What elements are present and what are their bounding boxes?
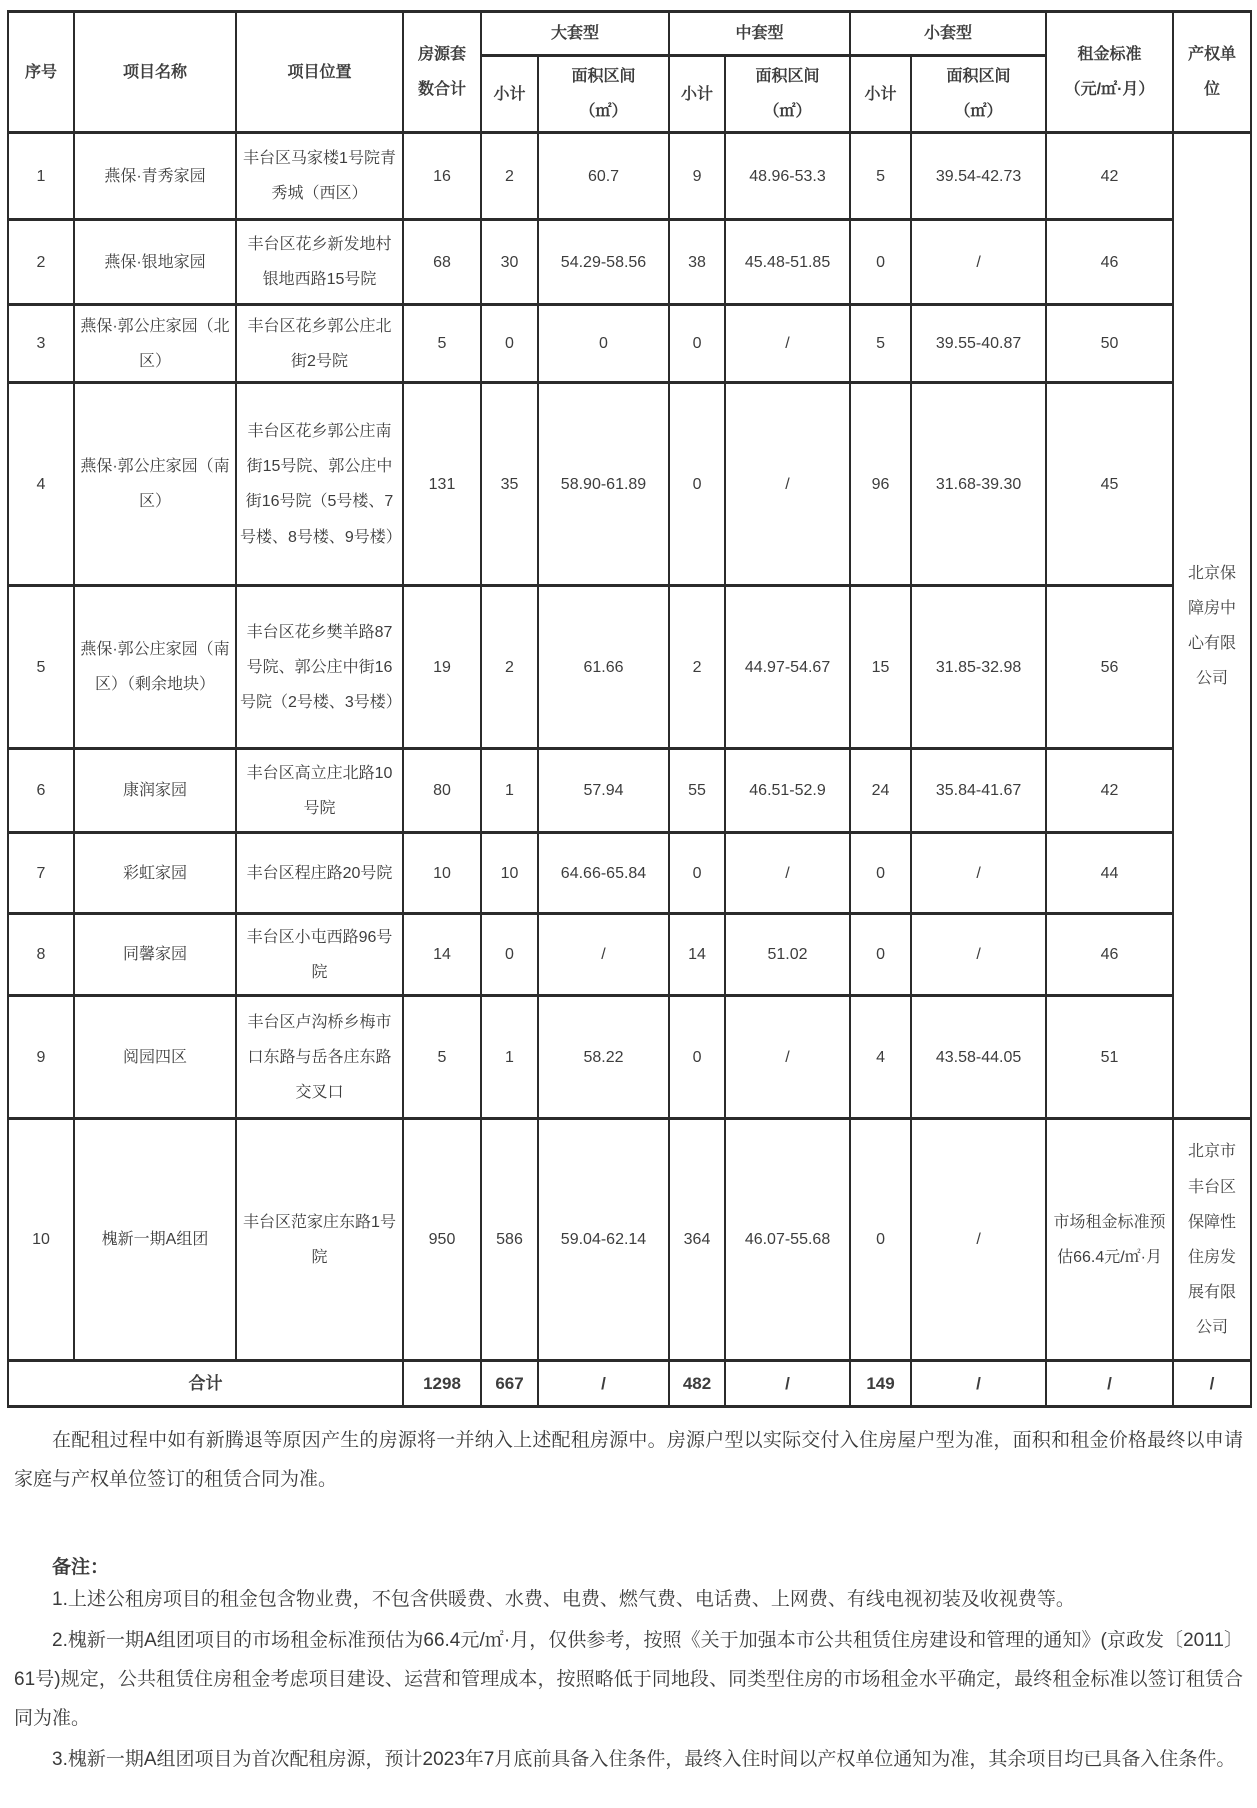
table-row-1 — [8, 133, 1251, 220]
total-units: 14 — [403, 914, 481, 996]
col-header-large-type: 大套型 — [481, 12, 669, 56]
area-header-unit: （㎡） — [579, 103, 628, 121]
col-header-small-area — [911, 56, 1046, 133]
project-location: 丰台区高立庄北路10号院 — [236, 749, 403, 833]
table-row-8 — [8, 914, 1251, 996]
total-medium-subtotal: 482 — [669, 1361, 725, 1407]
small-area-range: 39.55-40.87 — [911, 305, 1046, 383]
total-row — [8, 1361, 1251, 1407]
note-item-3: 3.槐新一期A组团项目为首次配租房源，预计2023年7月底前具备入住条件，最终入住时间以产权单位通知为准，其余项目均已具备入住条件。 — [52, 1749, 1236, 1770]
col-header-no: 序号 — [8, 12, 74, 133]
rent-standard: 45 — [1046, 383, 1173, 586]
large-area-range: 58.90-61.89 — [538, 383, 669, 586]
project-name: 燕保·郭公庄家园（南区）（剩余地块） — [74, 586, 236, 749]
total-large-subtotal: 667 — [481, 1361, 538, 1407]
large-area-range: 58.22 — [538, 996, 669, 1119]
medium-subtotal: 55 — [669, 749, 725, 833]
large-area-range: 54.29-58.56 — [538, 220, 669, 305]
rent-standard: 44 — [1046, 833, 1173, 914]
rent-standard: 42 — [1046, 749, 1173, 833]
rent-standard: 46 — [1046, 914, 1173, 996]
project-location: 丰台区花乡新发地村银地西路15号院 — [236, 220, 403, 305]
small-subtotal: 5 — [850, 305, 911, 383]
total-units: 16 — [403, 133, 481, 220]
medium-subtotal: 2 — [669, 586, 725, 749]
col-header-large-subtotal: 小计 — [481, 56, 538, 133]
area-header-label: 面积区间 — [571, 68, 636, 85]
row-no: 4 — [8, 383, 74, 586]
rent-standard: 51 — [1046, 996, 1173, 1119]
project-location: 丰台区卢沟桥乡梅市口东路与岳各庄东路交叉口 — [236, 996, 403, 1119]
total-units: 80 — [403, 749, 481, 833]
medium-area-range: / — [725, 833, 850, 914]
table-row-2 — [8, 220, 1251, 305]
medium-subtotal: 0 — [669, 383, 725, 586]
row-no: 7 — [8, 833, 74, 914]
total-units: 950 — [403, 1119, 481, 1361]
small-area-range: 35.84-41.67 — [911, 749, 1046, 833]
col-header-small-type: 小套型 — [850, 12, 1046, 56]
medium-area-range: 46.51-52.9 — [725, 749, 850, 833]
small-area-range: / — [911, 1119, 1046, 1361]
small-subtotal: 15 — [850, 586, 911, 749]
small-subtotal: 0 — [850, 914, 911, 996]
large-subtotal: 10 — [481, 833, 538, 914]
total-units: 5 — [403, 996, 481, 1119]
project-name: 燕保·郭公庄家园（南区） — [74, 383, 236, 586]
large-area-range: 57.94 — [538, 749, 669, 833]
small-subtotal: 96 — [850, 383, 911, 586]
project-name: 同馨家园 — [74, 914, 236, 996]
col-header-medium-area — [725, 56, 850, 133]
large-subtotal: 30 — [481, 220, 538, 305]
rent-standard: 56 — [1046, 586, 1173, 749]
medium-area-range: 44.97-54.67 — [725, 586, 850, 749]
total-small-subtotal: 149 — [850, 1361, 911, 1407]
project-location: 丰台区程庄路20号院 — [236, 833, 403, 914]
project-name: 槐新一期A组团 — [74, 1119, 236, 1361]
small-subtotal: 0 — [850, 1119, 911, 1361]
small-subtotal: 0 — [850, 833, 911, 914]
rent-standard: 42 — [1046, 133, 1173, 220]
total-large-area: / — [538, 1361, 669, 1407]
table-row-9 — [8, 996, 1251, 1119]
project-name: 燕保·郭公庄家园（北区） — [74, 305, 236, 383]
table-row-7 — [8, 833, 1251, 914]
col-header-large-area — [538, 56, 669, 133]
small-area-range: 39.54-42.73 — [911, 133, 1046, 220]
small-area-range: 43.58-44.05 — [911, 996, 1046, 1119]
large-subtotal: 2 — [481, 133, 538, 220]
medium-area-range: 48.96-53.3 — [725, 133, 850, 220]
note-item-2: 2.槐新一期A组团项目的市场租金标准预估为66.4元/㎡·月，仅供参考，按照《关于加强本市公共租赁住房建设和管理的通知》(京政发〔2011〕61号)规定，公共租赁住房租金考虑项目建设、运营和管理成本，按照略低于同地段、同类型住房的市场租金水平确定，最终租金标准以签订租赁合同为准。 — [14, 1630, 1243, 1730]
total-label: 合计 — [8, 1361, 403, 1407]
row-no: 10 — [8, 1119, 74, 1361]
total-units: 10 — [403, 833, 481, 914]
table-row-4 — [8, 383, 1251, 586]
col-header-name: 项目名称 — [74, 12, 236, 133]
small-area-range: / — [911, 833, 1046, 914]
total-units: 5 — [403, 305, 481, 383]
small-area-range: 31.68-39.30 — [911, 383, 1046, 586]
small-subtotal: 5 — [850, 133, 911, 220]
table-row-3 — [8, 305, 1251, 383]
medium-subtotal: 0 — [669, 996, 725, 1119]
project-location: 丰台区马家楼1号院青秀城（西区） — [236, 133, 403, 220]
project-location: 丰台区小屯西路96号院 — [236, 914, 403, 996]
project-name: 燕保·青秀家园 — [74, 133, 236, 220]
large-subtotal: 1 — [481, 749, 538, 833]
col-header-medium-subtotal: 小计 — [669, 56, 725, 133]
col-header-location: 项目位置 — [236, 12, 403, 133]
large-subtotal: 0 — [481, 305, 538, 383]
medium-subtotal: 14 — [669, 914, 725, 996]
row-no: 9 — [8, 996, 74, 1119]
large-area-range: 61.66 — [538, 586, 669, 749]
row-no: 8 — [8, 914, 74, 996]
notes-title: 备注： — [52, 1557, 110, 1579]
table-row-6 — [8, 749, 1251, 833]
large-subtotal: 586 — [481, 1119, 538, 1361]
total-rent: / — [1046, 1361, 1173, 1407]
total-small-area: / — [911, 1361, 1046, 1407]
small-area-range: / — [911, 914, 1046, 996]
project-name: 彩虹家园 — [74, 833, 236, 914]
owner-unit: 北京市丰台区保障性住房发展有限公司 — [1173, 1119, 1251, 1361]
table-row-5 — [8, 586, 1251, 749]
project-location: 丰台区范家庄东路1号院 — [236, 1119, 403, 1361]
row-no: 2 — [8, 220, 74, 305]
medium-area-range: 45.48-51.85 — [725, 220, 850, 305]
row-no: 3 — [8, 305, 74, 383]
col-header-rent — [1046, 12, 1173, 133]
row-no: 6 — [8, 749, 74, 833]
medium-subtotal: 364 — [669, 1119, 725, 1361]
area-header-label: 面积区间 — [755, 68, 820, 85]
rent-header-unit: （元/㎡·月） — [1064, 81, 1155, 99]
small-subtotal: 4 — [850, 996, 911, 1119]
large-area-range: / — [538, 914, 669, 996]
medium-area-range: / — [725, 383, 850, 586]
large-subtotal: 0 — [481, 914, 538, 996]
large-area-range: 0 — [538, 305, 669, 383]
rent-header-label: 租金标准 — [1077, 46, 1142, 63]
medium-area-range: / — [725, 305, 850, 383]
small-subtotal: 24 — [850, 749, 911, 833]
medium-subtotal: 38 — [669, 220, 725, 305]
note-item-1: 1.上述公租房项目的租金包含物业费，不包含供暖费、水费、电费、燃气费、电话费、上网费、有线电视初装及收视费等。 — [52, 1589, 1075, 1611]
area-header-unit: （㎡） — [954, 103, 1003, 121]
table-row-10 — [8, 1119, 1251, 1361]
project-location: 丰台区花乡郭公庄南街15号院、郭公庄中街16号院（5号楼、7号楼、8号楼、9号楼） — [236, 383, 403, 586]
area-header-label: 面积区间 — [946, 68, 1011, 85]
medium-area-range: 51.02 — [725, 914, 850, 996]
header-row-1 — [8, 12, 1251, 56]
small-area-range: 31.85-32.98 — [911, 586, 1046, 749]
project-name: 燕保·银地家园 — [74, 220, 236, 305]
total-owner: / — [1173, 1361, 1251, 1407]
project-name: 康润家园 — [74, 749, 236, 833]
medium-area-range: 46.07-55.68 — [725, 1119, 850, 1361]
allocation-paragraph: 在配租过程中如有新腾退等原因产生的房源将一并纳入上述配租房源中。房源户型以实际交付入住房屋户型为准，面积和租金价格最终以申请家庭与产权单位签订的租赁合同为准。 — [14, 1430, 1243, 1491]
large-subtotal: 1 — [481, 996, 538, 1119]
col-header-total: 房源套数合计 — [403, 12, 481, 133]
rent-standard: 46 — [1046, 220, 1173, 305]
row-no: 5 — [8, 586, 74, 749]
col-header-small-subtotal: 小计 — [850, 56, 911, 133]
large-subtotal: 35 — [481, 383, 538, 586]
project-location: 丰台区花乡樊羊路87号院、郭公庄中街16号院（2号楼、3号楼） — [236, 586, 403, 749]
area-header-unit: （㎡） — [763, 103, 812, 121]
medium-subtotal: 0 — [669, 833, 725, 914]
total-units: 19 — [403, 586, 481, 749]
rent-standard: 市场租金标准预估66.4元/㎡·月 — [1046, 1119, 1173, 1361]
housing-allocation-table — [7, 10, 1252, 1408]
small-area-range: / — [911, 220, 1046, 305]
total-units: 131 — [403, 383, 481, 586]
large-subtotal: 2 — [481, 586, 538, 749]
medium-area-range: / — [725, 996, 850, 1119]
owner-unit-group: 北京保障房中心有限公司 — [1173, 133, 1251, 1119]
small-subtotal: 0 — [850, 220, 911, 305]
row-no: 1 — [8, 133, 74, 220]
rent-standard: 50 — [1046, 305, 1173, 383]
large-area-range: 60.7 — [538, 133, 669, 220]
large-area-range: 64.66-65.84 — [538, 833, 669, 914]
col-header-medium-type: 中套型 — [669, 12, 850, 56]
large-area-range: 59.04-62.14 — [538, 1119, 669, 1361]
project-name: 阅园四区 — [74, 996, 236, 1119]
project-location: 丰台区花乡郭公庄北街2号院 — [236, 305, 403, 383]
footer-text-block — [6, 1422, 1251, 1780]
total-units-sum: 1298 — [403, 1361, 481, 1407]
medium-subtotal: 0 — [669, 305, 725, 383]
total-units: 68 — [403, 220, 481, 305]
total-medium-area: / — [725, 1361, 850, 1407]
medium-subtotal: 9 — [669, 133, 725, 220]
col-header-owner: 产权单位 — [1173, 12, 1251, 133]
